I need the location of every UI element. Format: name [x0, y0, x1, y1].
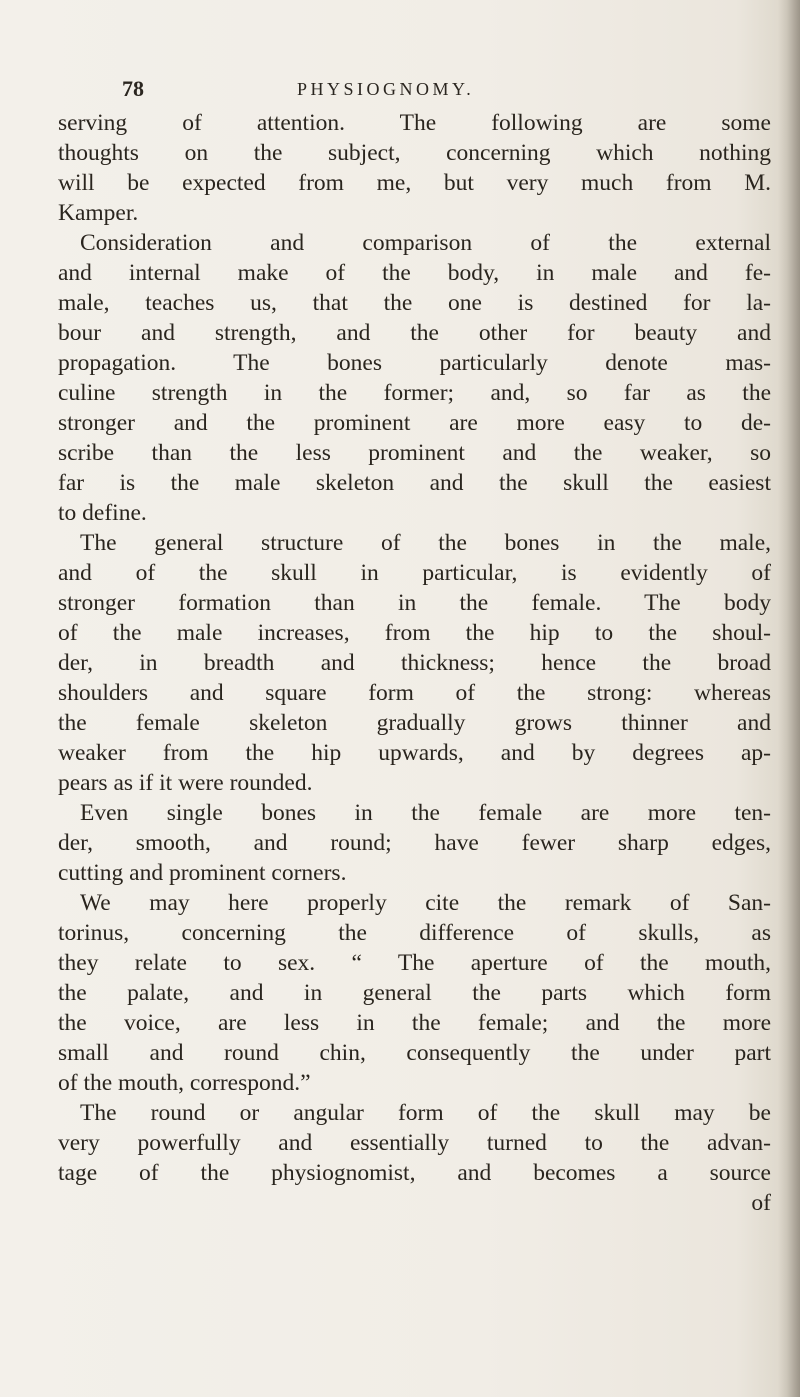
text-line: male, teaches us, that the one is destined for la- — [58, 290, 771, 316]
text-line: torinus, concerning the difference of skulls, as — [58, 920, 771, 946]
text-line: scribe than the less prominent and the weaker, so — [58, 440, 771, 466]
text-line: and of the skull in particular, is evidently of — [58, 560, 771, 586]
text-line: bour and strength, and the other for beauty and — [58, 320, 771, 346]
text-line: will be expected from me, but very much from M. — [58, 170, 771, 196]
text-line: stronger formation than in the female. The body — [58, 590, 771, 616]
text-line: der, in breadth and thickness; hence the broad — [58, 650, 771, 676]
text-line: shoulders and square form of the strong: whereas — [58, 680, 771, 706]
text-line: far is the male skeleton and the skull the easiest — [58, 470, 771, 496]
text-line: thoughts on the subject, concerning which nothing — [58, 140, 771, 166]
text-line: pears as if it were rounded. — [58, 770, 313, 796]
catchword: of — [751, 1190, 771, 1216]
text-line: the female skeleton gradually grows thinner and — [58, 710, 771, 736]
text-line: they relate to sex. “ The aperture of the mouth, — [58, 950, 771, 976]
text-line: Consideration and comparison of the external — [80, 230, 771, 256]
body-text — [58, 108, 771, 1218]
text-line: the voice, are less in the female; and the more — [58, 1010, 771, 1036]
running-head: PHYSIOGNOMY. — [297, 79, 475, 99]
text-line: small and round chin, consequently the under part — [58, 1040, 771, 1066]
text-line: weaker from the hip upwards, and by degrees ap- — [58, 740, 771, 766]
text-line: culine strength in the former; and, so far as the — [58, 380, 771, 406]
text-line: propagation. The bones particularly denote mas- — [58, 350, 771, 376]
text-line: Kamper. — [58, 200, 139, 226]
text-line: serving of attention. The following are some — [58, 110, 771, 136]
text-line: of the mouth, correspond.” — [58, 1070, 311, 1096]
text-line: of the male increases, from the hip to the shoul- — [58, 620, 771, 646]
text-line: and internal make of the body, in male and fe- — [58, 260, 771, 286]
text-line: The round or angular form of the skull may be — [80, 1100, 771, 1126]
text-line: stronger and the prominent are more easy to de- — [58, 410, 771, 436]
text-line: the palate, and in general the parts which form — [58, 980, 771, 1006]
text-line: very powerfully and essentially turned to the advan- — [58, 1130, 771, 1156]
text-line: to define. — [58, 500, 147, 526]
text-line: tage of the physiognomist, and becomes a source — [58, 1160, 771, 1186]
text-line: der, smooth, and round; have fewer sharp edges, — [58, 830, 771, 856]
page-number: 78 — [122, 76, 144, 101]
text-line: Even single bones in the female are more ten- — [80, 800, 771, 826]
page-header — [122, 76, 762, 106]
text-line: The general structure of the bones in the male, — [80, 530, 771, 556]
page-edge-shadow — [778, 0, 800, 1397]
text-line: cutting and prominent corners. — [58, 860, 347, 886]
text-line: We may here properly cite the remark of San- — [80, 890, 771, 916]
